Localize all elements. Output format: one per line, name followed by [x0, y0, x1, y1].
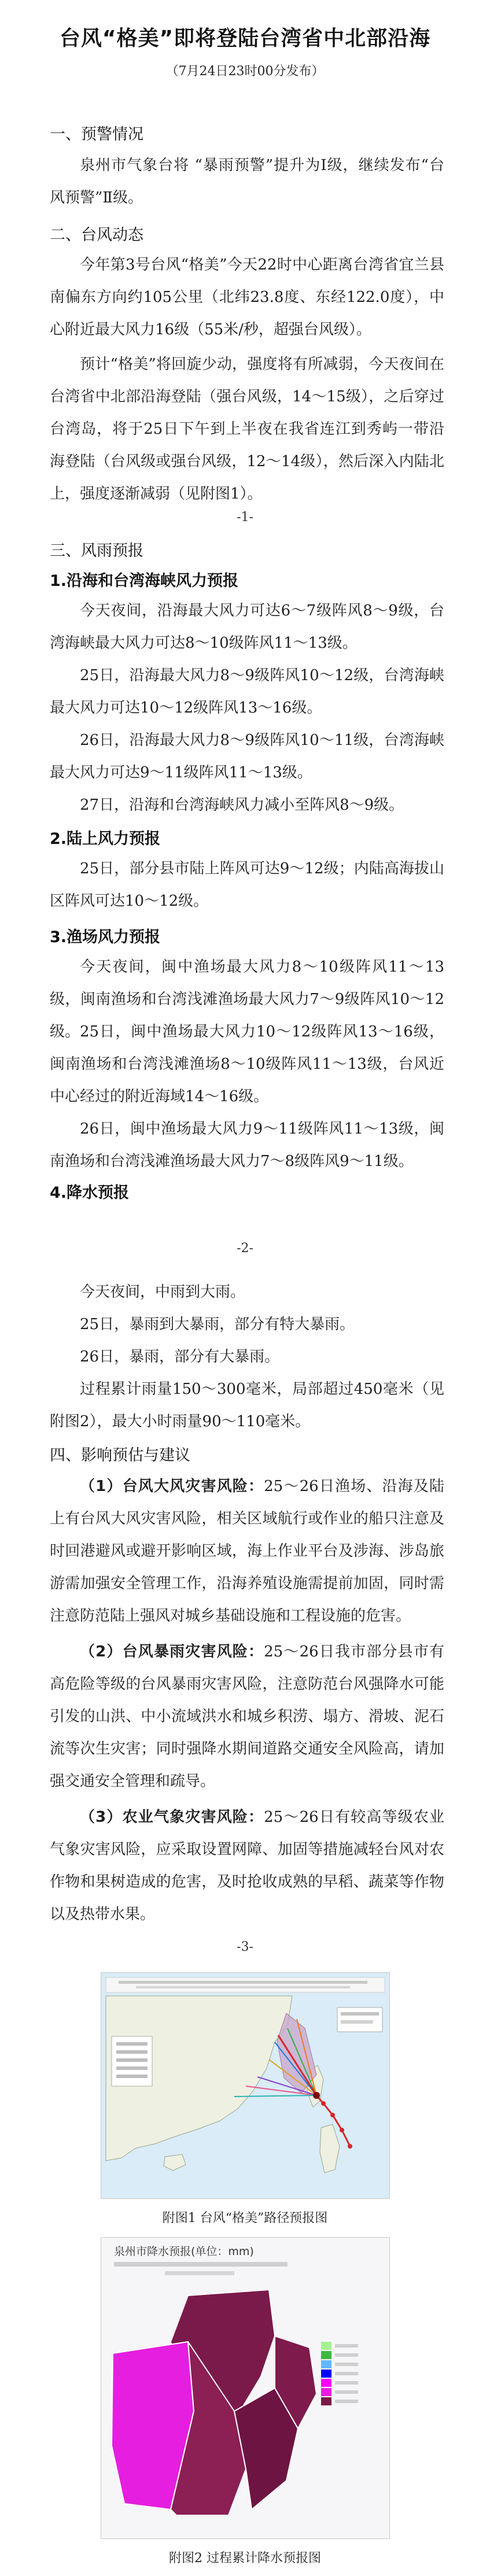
impact-3-text: 25～26日有较高等级农业气象灾害风险，应采取设置网障、加固等措施减轻台风对农作物和果树造成的危害，及时抢收成熟的早稻、蔬菜等作物以及热带水果。 [50, 1809, 445, 1923]
land-text-1: 25日，部分县市陆上阵风可达9～12级；内陆高海拔山区阵风可达10～12级。 [50, 860, 444, 910]
typhoon-track-map-graphic [101, 1973, 389, 2198]
impact-1-label: （1）台风大风灾害风险： [80, 1478, 264, 1495]
rain-heading: 4.降水预报 [50, 1184, 130, 1202]
impact-2 [50, 1636, 444, 1798]
impact-1 [50, 1470, 444, 1632]
fish-text-1: 今天夜间，闽中渔场最大风力8～10级阵风11～13级，闽南渔场和台湾浅滩渔场最大风力7～9级阵风10～12级。 [50, 958, 444, 1040]
figure-2-caption: 附图2 过程累计降水预报图 [169, 2551, 321, 2566]
page-number-2: -2- [237, 1241, 253, 1256]
page-number-1: -1- [237, 510, 253, 525]
warning-heading: 一、预警情况 [50, 126, 143, 143]
coast-text-2: 25日，沿海最大风力8～9级阵风10～12级，台湾海峡最大风力可达10～12级阵风13～16级。 [50, 667, 444, 717]
coast-text-1: 今天夜间，沿海最大风力可达6～7级阵风8～9级，台湾海峡最大风力可达8～10级阵风11～13级。 [50, 602, 444, 652]
coast-text-3: 26日，沿海最大风力8～9级阵风10～11级，台湾海峡最大风力可达9～11级阵风11～13级。 [50, 732, 444, 781]
impact-heading: 四、影响预估与建议 [50, 1446, 190, 1464]
dynamics-text-1: 今年第3号台风“格美”今天22时中心距离台湾省宜兰县南偏东方向约105公里（北纬23.8度、东经122.0度），中心附近最大风力16级（55米/秒，超强台风级）。 [50, 256, 444, 338]
impact-3-label: （3）农业气象灾害风险： [80, 1809, 264, 1826]
rainfall-map-header: 泉州市降水预报(单位：mm) [114, 2245, 254, 2258]
fish-text-2: 25日，闽中渔场最大风力10～12级阵风13～16级，闽南渔场和台湾浅滩渔场8～10级阵风11～13级，台风近中心经过的附近海域14～16级。 [50, 1023, 444, 1105]
impact-2-label: （2）台风暴雨灾害风险： [80, 1643, 264, 1660]
rainfall-map-graphic [101, 2238, 389, 2538]
warning-text: 泉州市气象台将 “暴雨预警”提升为Ⅰ级，继续发布“台风预警”Ⅱ级。 [50, 157, 444, 206]
rain-text-1: 今天夜间，中雨到大雨。 [80, 1283, 246, 1301]
impact-2-text: 25～26日我市部分县市有高危险等级的台风暴雨灾害风险，注意防范台风强降水可能引发的山洪、中小流域洪水和城乡积涝、塌方、滑坡、泥石流等次生灾害；同时强降水期间道路交通安全风险高，请加强交通安全管理和疏导。 [50, 1643, 445, 1790]
rain-text-2: 25日，暴雨到大暴雨，部分有特大暴雨。 [80, 1316, 355, 1333]
page-subtitle: （7月24日23时00分发布） [165, 64, 325, 79]
figure-1-caption: 附图1 台风“格美”路径预报图 [162, 2211, 328, 2226]
fish-text-3: 26日，闽中渔场最大风力9～11级阵风11～13级，闽南渔场和台湾浅滩渔场最大风力7～8级阵风9～11级。 [50, 1120, 444, 1170]
impact-3 [50, 1801, 444, 1931]
typhoon-track-map [101, 1972, 390, 2199]
page-number-3: -3- [237, 1940, 253, 1954]
rainfall-forecast-map [101, 2237, 390, 2539]
page-title: 台风“格美”即将登陆台湾省中北部沿海 [59, 27, 431, 50]
rain-text-3: 26日，暴雨，部分有大暴雨。 [80, 1348, 280, 1365]
land-heading: 2.陆上风力预报 [50, 830, 161, 848]
rain-text-4: 过程累计雨量150～300毫米，局部超过450毫米（见附图2），最大小时雨量90～110毫米。 [50, 1381, 444, 1430]
dynamics-text-2: 预计“格美”将回旋少动，强度将有所减弱，今天夜间在台湾省中北部沿海登陆（强台风级，14～15级），之后穿过台湾岛，将于25日下午到上半夜在我省连江到秀屿一带沿海登陆（台风级或强台风级，12～14级），然后深入内陆北上，强度逐渐减弱（见附图1）。 [50, 356, 444, 503]
forecast-heading: 三、风雨预报 [50, 542, 143, 560]
fish-heading: 3.渔场风力预报 [50, 928, 161, 946]
dynamics-heading: 二、台风动态 [50, 226, 143, 244]
coast-heading: 1.沿海和台湾海峡风力预报 [50, 572, 239, 590]
coast-text-4: 27日，沿海和台湾海峡风力减小至阵风8～9级。 [80, 796, 404, 814]
impact-1-text: 25～26日渔场、沿海及陆上有台风大风灾害风险，相关区域航行或作业的船只注意及时回港避风或避开影响区域，海上作业平台及涉海、涉岛旅游需加强安全管理工作，沿海养殖设施需提前加固，同时需注意防范陆上强风对城乡基础设施和工程设施的危害。 [50, 1478, 445, 1625]
